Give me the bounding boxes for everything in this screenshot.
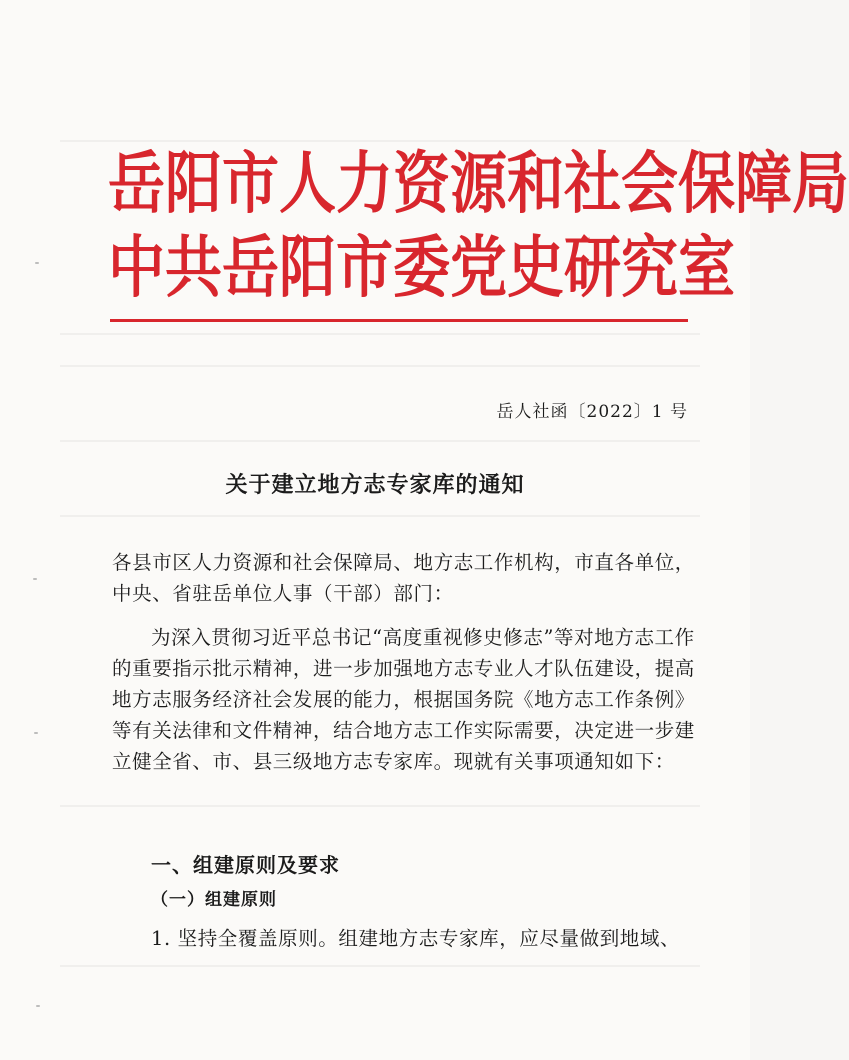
letterhead-red-rule [110, 319, 688, 322]
scan-speck [36, 1005, 40, 1007]
section-heading: 一、组建原则及要求 [151, 853, 340, 877]
scan-speck [34, 732, 38, 734]
intro-paragraph: 为深入贯彻习近平总书记“高度重视修史修志”等对地方志工作的重要指示批示精神，进一步加强地方志专业人才队伍建设，提高地方志服务经济社会发展的能力，根据国务院《地方志工作条例》等有关法律和文件精神，结合地方志工作实际需要，决定进一步建立健全省、市、县三级地方志专家库。现就有关事项通知如下： [112, 626, 695, 773]
bleed-through-mark [60, 140, 700, 142]
bleed-through-mark [60, 515, 700, 517]
scan-speck [35, 262, 39, 264]
scan-speck [33, 578, 37, 580]
document-title: 关于建立地方志专家库的通知 [225, 472, 525, 498]
bleed-through-mark [60, 965, 700, 967]
list-item-paragraph: 1. 坚持全覆盖原则。组建地方志专家库，应尽量做到地域、 [151, 927, 681, 950]
document-number: 岳人社函〔2022〕1 号 [496, 402, 688, 422]
bleed-through-mark [60, 805, 700, 807]
subsection-heading: （一）组建原则 [151, 890, 277, 910]
bleed-through-mark [60, 365, 700, 367]
bleed-through-mark [60, 333, 700, 335]
bleed-through-mark [60, 440, 700, 442]
letterhead-line-2: 中共岳阳市委党史研究室 [108, 228, 735, 308]
letterhead-line-1: 岳阳市人力资源和社会保障局 [108, 144, 849, 224]
addressees-paragraph: 各县市区人力资源和社会保障局、地方志工作机构，市直各单位，中央、省驻岳单位人事（干部）部门： [112, 551, 695, 605]
